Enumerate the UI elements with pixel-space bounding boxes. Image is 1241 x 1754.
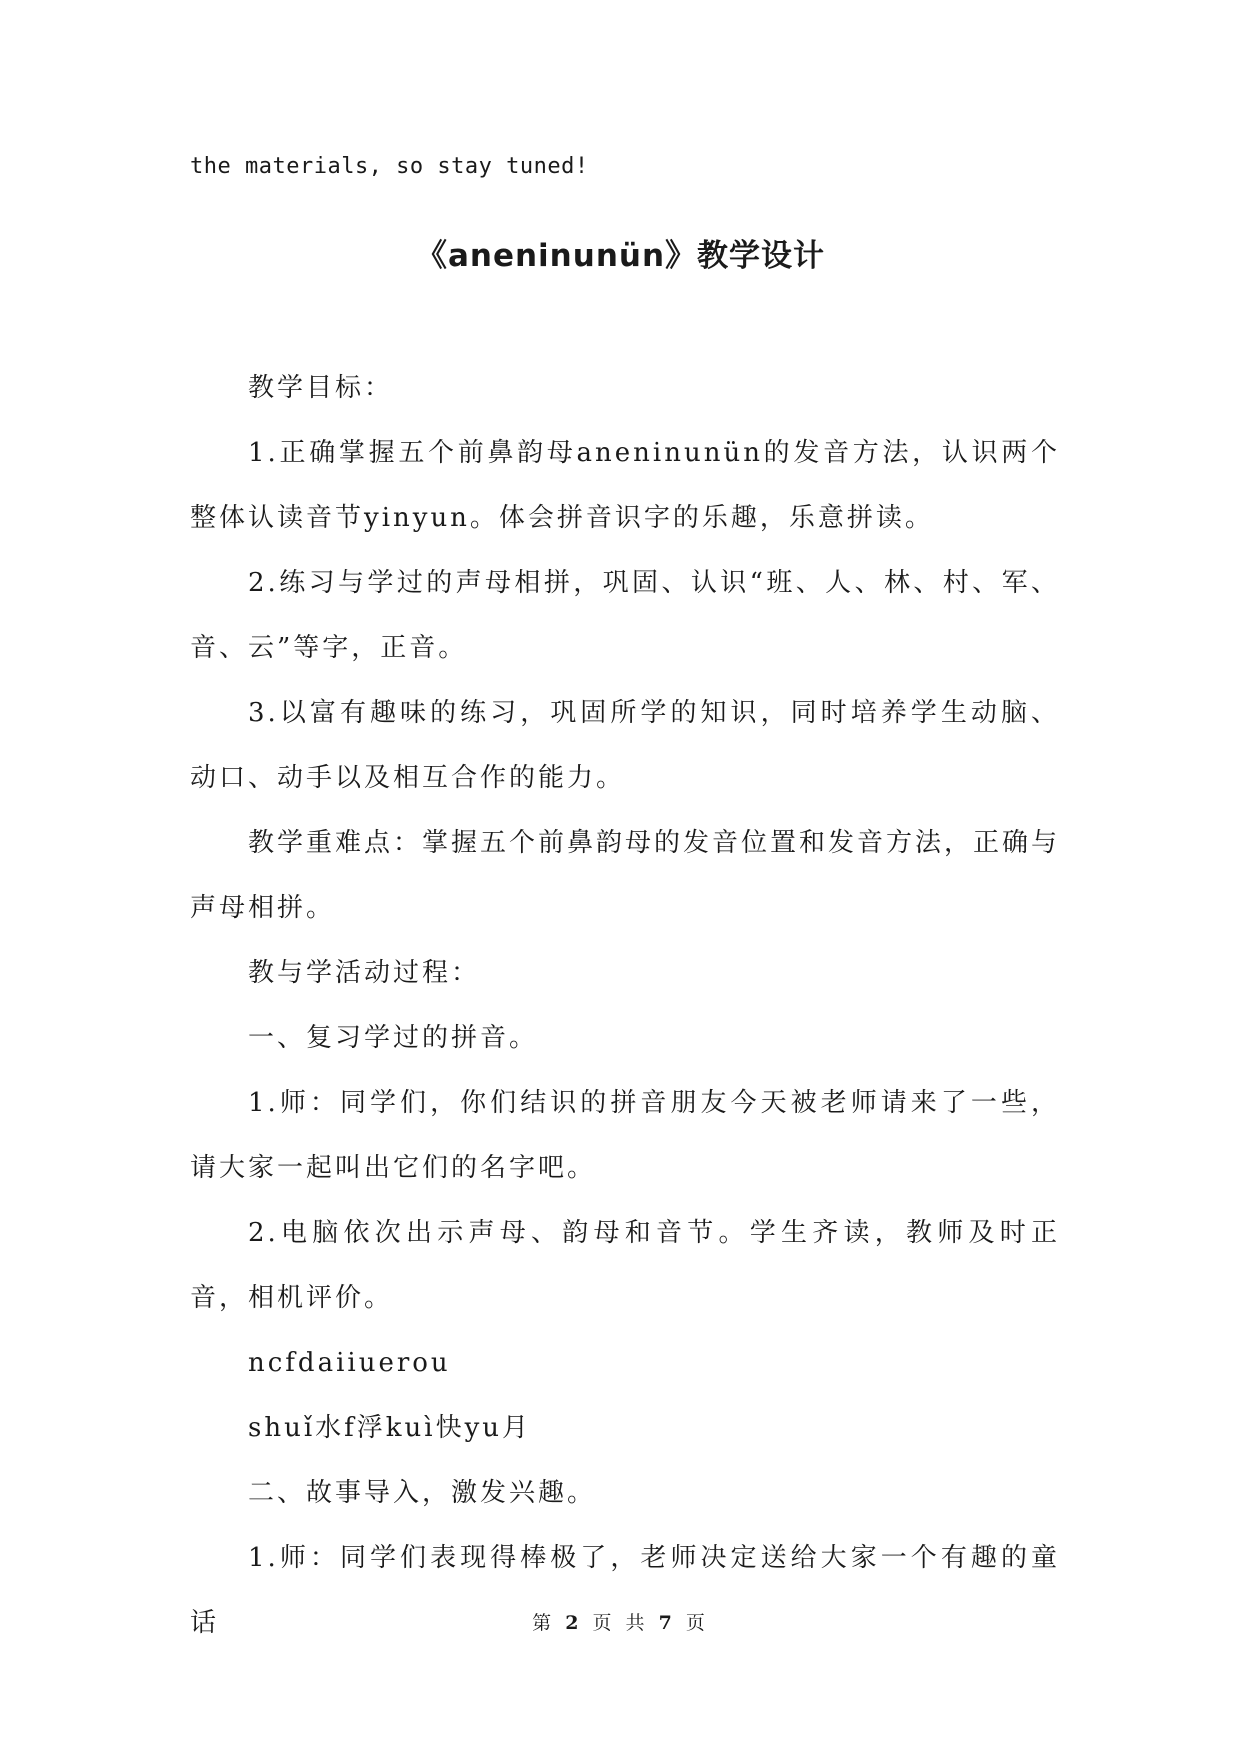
paragraph: 1.师：同学们表现得棒极了，老师决定送给大家一个有趣的童话 bbox=[190, 1543, 1060, 1638]
document-body bbox=[190, 356, 1060, 1656]
paragraph: ncfdaiiuerou bbox=[248, 1348, 451, 1378]
page-footer bbox=[0, 1608, 1241, 1635]
paragraph: 3.以富有趣味的练习，巩固所学的知识，同时培养学生动脑、动口、动手以及相互合作的能力。 bbox=[190, 698, 1060, 793]
footer-middle: 页 共 bbox=[592, 1612, 649, 1634]
document-title: 《aneninunün》教学设计 bbox=[415, 238, 826, 274]
paragraph: 2.电脑依次出示声母、韵母和音节。学生齐读，教师及时正音，相机评价。 bbox=[190, 1218, 1060, 1313]
footer-prefix: 第 bbox=[532, 1612, 556, 1634]
current-page-number: 2 bbox=[565, 1612, 583, 1634]
paragraph: shuǐ水f浮kuì快yu月 bbox=[248, 1413, 532, 1443]
paragraph: 1.师：同学们，你们结识的拼音朋友今天被老师请来了一些，请大家一起叫出它们的名字吧。 bbox=[190, 1088, 1060, 1183]
paragraph: 1.正确掌握五个前鼻韵母aneninunün的发音方法，认识两个整体认读音节yinyun。体会拼音识字的乐趣，乐意拼读。 bbox=[190, 438, 1060, 533]
paragraph: 教学重难点：掌握五个前鼻韵母的发音位置和发音方法，正确与声母相拼。 bbox=[190, 828, 1061, 923]
paragraph: 二、故事导入，激发兴趣。 bbox=[248, 1478, 597, 1508]
carryover-text: the materials, so stay tuned! bbox=[190, 154, 589, 179]
total-pages-number: 7 bbox=[658, 1612, 676, 1634]
paragraph: 一、复习学过的拼音。 bbox=[248, 1023, 539, 1053]
footer-suffix: 页 bbox=[685, 1612, 709, 1634]
paragraph: 教与学活动过程： bbox=[248, 958, 481, 988]
paragraph: 教学目标： bbox=[248, 373, 394, 403]
paragraph: 2.练习与学过的声母相拼，巩固、认识“班、人、林、村、军、音、云”等字，正音。 bbox=[190, 568, 1060, 663]
